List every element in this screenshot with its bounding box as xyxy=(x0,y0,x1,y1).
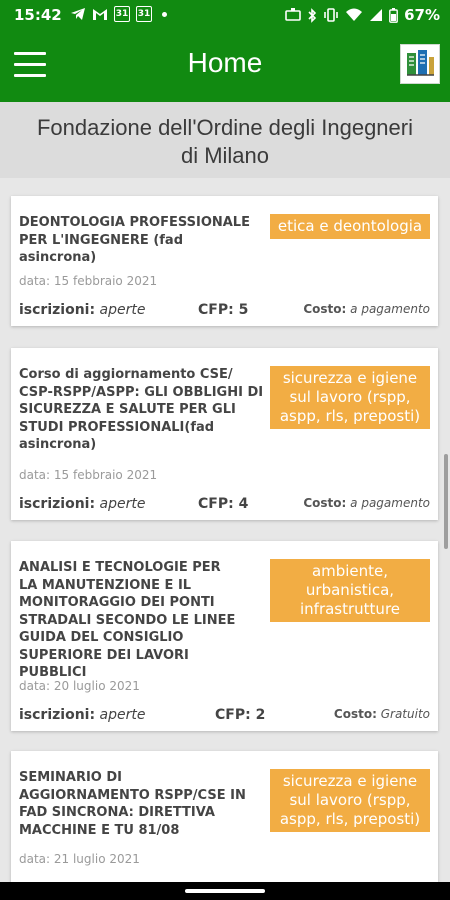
cost-value: a pagamento xyxy=(350,496,430,510)
course-date: data: 15 febbraio 2021 xyxy=(19,274,158,288)
gmail-icon xyxy=(92,8,108,21)
course-date: data: 15 febbraio 2021 xyxy=(19,468,158,482)
course-title: Corso di aggiornamento CSE/ CSP-RSPP/ASPP: GLI OBBLIGHI DI SICUREZZA E SALUTE PER GLI STUDI PROFESSIONALI(fad asincrona) xyxy=(19,367,264,452)
course-title: SEMINARIO DI AGGIORNAMENTO RSPP/CSE IN FAD SINCRONA: DIRETTIVA MACCHINE E TU 81/08 xyxy=(19,770,246,838)
course-card[interactable] xyxy=(11,751,438,882)
registration-label: iscrizioni: xyxy=(19,496,96,512)
cast-icon xyxy=(285,8,301,22)
course-cost xyxy=(334,707,430,721)
category-tag: sicurezza e igiene sul lavoro (rspp, aspp, rls, preposti) xyxy=(270,769,430,832)
registration-status xyxy=(19,302,145,318)
calendar-icon: 31 xyxy=(114,6,130,22)
banner-title-line1: Fondazione dell'Ordine degli Ingegneri xyxy=(36,115,413,140)
registration-status xyxy=(19,707,145,723)
vibrate-icon xyxy=(323,8,339,22)
registration-value: aperte xyxy=(99,302,146,318)
category-tag: etica e deontologia xyxy=(270,214,430,239)
course-list[interactable] xyxy=(0,178,450,882)
organization-banner xyxy=(0,102,450,178)
dot-icon xyxy=(162,12,167,17)
course-card[interactable] xyxy=(11,348,438,520)
status-time: 15:42 xyxy=(14,6,62,24)
page-title: Home xyxy=(187,47,263,78)
wifi-icon xyxy=(345,8,363,22)
cost-value: Gratuito xyxy=(380,707,430,721)
registration-label: iscrizioni: xyxy=(19,302,96,318)
course-title: ANALISI E TECNOLOGIE PER LA MANUTENZIONE E IL MONITORAGGIO DEI PONTI STRADALI SECONDO LE LINEE GUIDA DEL CONSIGLIO SUPERIORE DEI LAVORI PUBBLICI xyxy=(19,560,236,680)
category-tag: ambiente, urbanistica, infrastrutture xyxy=(270,559,430,622)
banner-title-line2: di Milano xyxy=(180,143,270,168)
course-card[interactable] xyxy=(11,196,438,326)
cost-label: Costo: xyxy=(333,707,377,721)
course-cost xyxy=(303,302,430,316)
system-icons xyxy=(285,6,440,24)
cost-label: Costo: xyxy=(303,496,347,510)
course-date: data: 21 luglio 2021 xyxy=(19,852,140,866)
signal-icon xyxy=(369,8,383,22)
course-card[interactable] xyxy=(11,541,438,731)
scrollbar[interactable] xyxy=(444,454,448,549)
home-gesture-handle[interactable] xyxy=(185,889,265,893)
course-date: data: 20 luglio 2021 xyxy=(19,679,140,693)
cfp-credits: CFP: 2 xyxy=(215,707,266,723)
cfp-credits: CFP: 4 xyxy=(198,496,249,512)
course-title: DEONTOLOGIA PROFESSIONALE PER L'INGEGNERE (fad asincrona) xyxy=(19,215,250,265)
registration-value: aperte xyxy=(99,707,146,723)
registration-label: iscrizioni: xyxy=(19,707,96,723)
course-cost xyxy=(303,496,430,510)
registration-value: aperte xyxy=(99,496,146,512)
category-tag: sicurezza e igiene sul lavoro (rspp, aspp, rls, preposti) xyxy=(270,366,430,429)
battery-icon xyxy=(389,8,398,23)
registration-status xyxy=(19,496,145,512)
foundation-logo[interactable] xyxy=(400,44,440,84)
status-bar xyxy=(0,0,450,30)
bluetooth-icon xyxy=(307,8,317,23)
calendar-icon: 31 xyxy=(136,6,152,22)
system-navigation-bar xyxy=(0,882,450,900)
notification-icons xyxy=(70,6,167,22)
app-bar xyxy=(0,30,450,102)
battery-percent: 67% xyxy=(404,6,440,24)
cost-label: Costo: xyxy=(303,302,347,316)
logo-graphic-icon xyxy=(401,45,439,83)
cost-value: a pagamento xyxy=(350,302,430,316)
cfp-credits: CFP: 5 xyxy=(198,302,249,318)
telegram-icon xyxy=(70,7,86,21)
